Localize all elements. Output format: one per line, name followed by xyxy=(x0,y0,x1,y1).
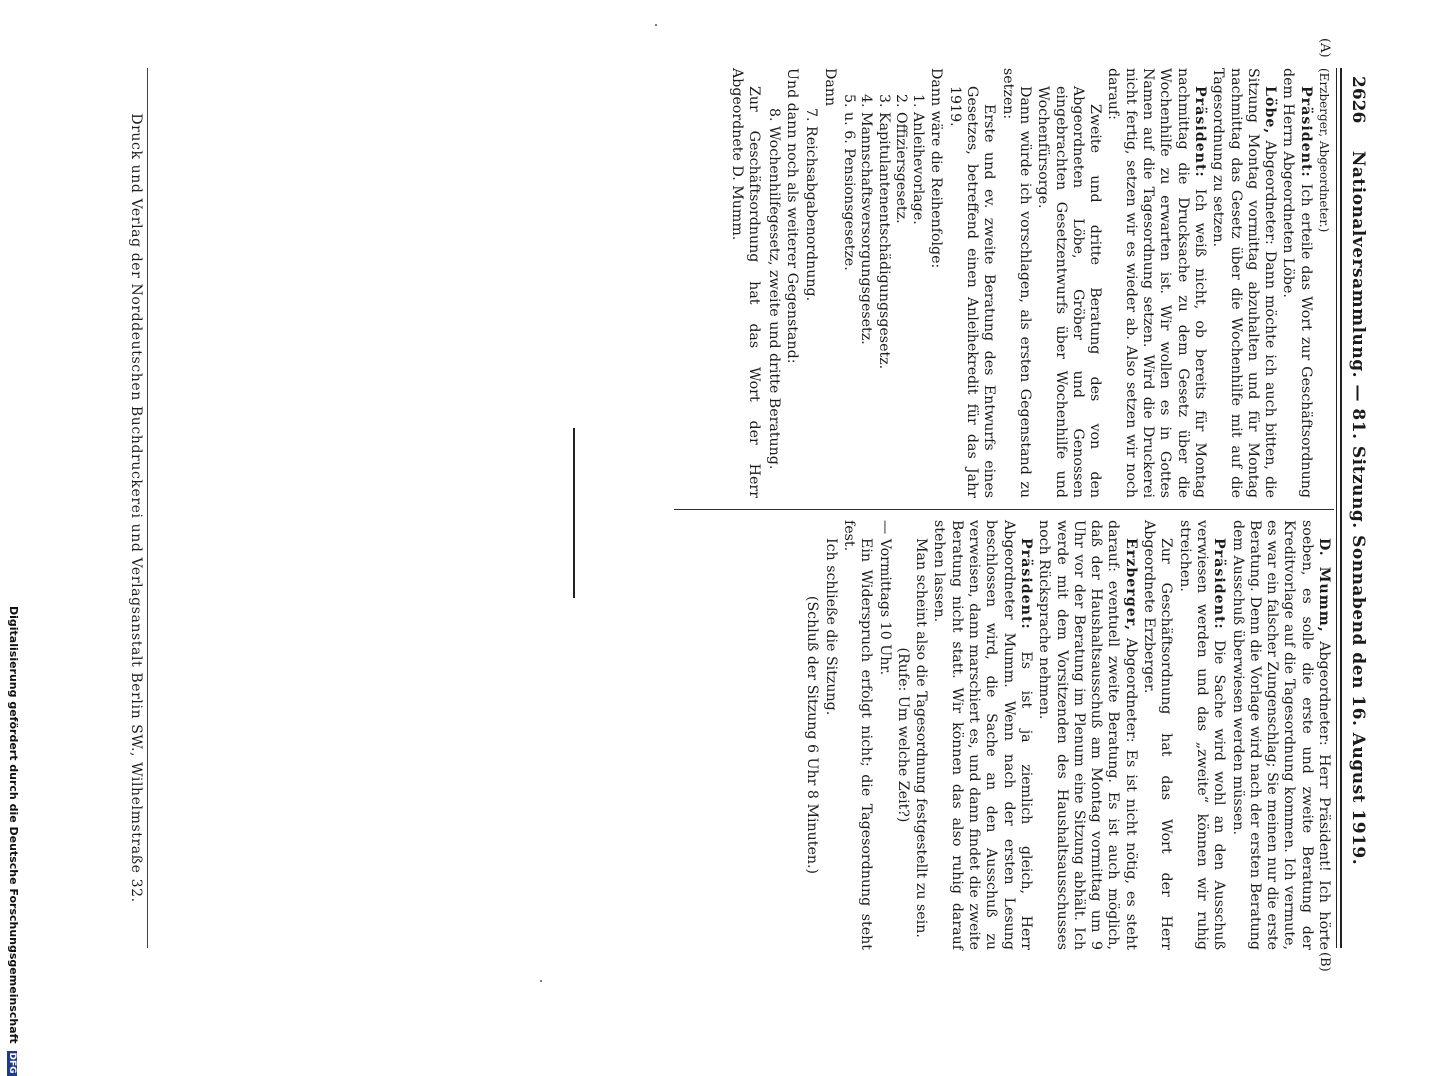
paragraph-text: Abgeordneter: Herr Präsident! Ich hörte soeben, es solle die erste und zweite Beratung der Kreditvorlage auf die Tagesordnung kommen. Ich vermute, es war ein falscher Zungenschlag; Sie meinen nur die erste Beratung. Denn die Vorlage wird nach der ersten Beratung dem Ausschuß überwiesen werden müssen. xyxy=(1229,520,1332,950)
paragraph xyxy=(1035,520,1139,950)
list-item: 5. u. 6. Pensionsgesetze. xyxy=(840,94,857,271)
dfg-logo: DFG xyxy=(7,1052,17,1074)
document-page xyxy=(80,38,1370,972)
list-item: 1. Anleihevorlage. xyxy=(910,94,927,225)
paragraph: Zur Geschäftsordnung hat das Wort der Herr Abgeordnete Erzberger. xyxy=(1141,520,1175,950)
digitization-note-text: Digitalisierung gefördert durch die Deutsche Forschungsgemeinschaft xyxy=(7,606,20,1044)
agenda-list xyxy=(840,68,926,498)
paragraph: Ein Widerspruch erfolgt nicht; die Tagesordnung steht fest. xyxy=(840,520,875,950)
paragraph xyxy=(1175,520,1227,950)
list-item: 4. Mannschaftsversorgungsgesetz. xyxy=(858,94,875,345)
list-item: 2. Offiziersgesetz. xyxy=(892,94,909,224)
speaker-name: Löbe, xyxy=(1262,86,1279,135)
paragraph-text: Abgeordneter: Dann möchte ich auch bitten, die Sitzung Montag vormittag abzuhalten und für Montag nachmittag das Gesetz über die Wochenhilfe mit auf die Tagesordnung zu setzen. xyxy=(1210,68,1279,498)
closing-note: (Schluß der Sitzung 6 Uhr 8 Minuten.) xyxy=(804,595,821,875)
right-column xyxy=(802,520,1332,950)
page-number: 2626 xyxy=(1348,76,1368,124)
margin-mark-a: (A) xyxy=(1317,38,1332,58)
digitization-note xyxy=(4,606,20,1074)
list-item: 7. Reichsabgabenordnung. xyxy=(803,108,820,302)
left-column xyxy=(727,68,1332,498)
interjection: (Rufe: Um welche Zeit?) xyxy=(894,647,911,823)
speaker-note: (Erzberger, Abgeordneter.) xyxy=(1317,68,1331,233)
speaker-name: Präsident: xyxy=(1191,86,1208,178)
paragraph: Ich schließe die Sitzung. xyxy=(822,538,839,716)
page-title: Nationalversammlung. — 81. Sitzung. Sonnabend den 16. August 1919. xyxy=(1348,150,1368,866)
paragraph: Dann wäre die Reihenfolge: xyxy=(928,68,945,269)
agenda-list xyxy=(765,68,782,498)
scan-speck xyxy=(540,980,542,982)
speaker-name: D. Mumm, xyxy=(1316,538,1332,633)
paragraph-text: Die Sache wird wohl an den Ausschuß verwiesen werden und das „zweite“ können wir ruhig streichen. xyxy=(1176,520,1228,950)
paragraph: Dann xyxy=(821,68,838,107)
page-header xyxy=(1344,68,1370,948)
agenda-item: Erste und ev. zweite Beratung des Entwurfs eines Gesetzes, betreffend einen Anleihekredit für das Jahr 1919. xyxy=(946,86,998,498)
footer-rule xyxy=(147,68,148,948)
list-item: 3. Kapitulantenentschädigungsgesetz. xyxy=(875,94,892,370)
paragraph: Und dann noch als weiterer Gegenstand: xyxy=(784,68,801,364)
paragraph xyxy=(1228,520,1332,950)
paragraph-text: Es ist ja ziemlich gleich, Herr Abgeordneter Mumm. Wenn nach der ersten Lesung beschlossen wird, die Sache an den Ausschuß zu verweisen, dann marschiert es, und dann findet die zweite Beratung nicht statt. Wir können das also ruhig darauf stehen lassen. xyxy=(931,520,1034,950)
speaker-name: Präsident: xyxy=(1017,538,1034,630)
margin-mark-b: (B) xyxy=(1317,952,1332,972)
paragraph: Zur Geschäftsordnung hat das Wort der Herr Abgeordnete D. Mumm. xyxy=(729,68,763,498)
paragraph xyxy=(1279,68,1314,498)
agenda-list xyxy=(802,68,819,498)
paragraph xyxy=(1209,68,1278,498)
paragraph-text: Abgeordneter: Es ist nicht nötig, es steht darauf: eventuell zweite Beratung. Es ist auch möglich, daß der Haushaltsausschuß am Montag vormittag um 9 Uhr vor der Beratung im Plenum eine Sitzung abhält. Ich werde mit dem Vorsitzenden des Haushaltsausschusses noch Rücksprache nehmen. xyxy=(1036,520,1139,950)
paragraph-text: Ich erteile das Wort zur Geschäftsordnung dem Herrn Abgeordneten Löbe. xyxy=(1280,68,1314,498)
paragraph: Man scheint also die Tagesordnung festgestellt zu sein. xyxy=(913,538,930,938)
end-rule xyxy=(573,428,575,598)
list-item: 8. Wochenhilfegesetz, zweite und dritte Beratung. xyxy=(765,108,782,470)
printer-imprint: Druck und Verlag der Norddeutschen Buchdruckerei und Verlagsanstalt Berlin SW., Wilhelmstraße 32. xyxy=(128,113,144,903)
speaker-name: Präsident: xyxy=(1211,538,1228,630)
agenda-item: Zweite und dritte Beratung des von den Abgeordneten Löbe, Gröber und Genossen eingebrachten Gesetzentwurfs über Wochenhilfe und Wochenfürsorge. xyxy=(1035,86,1104,498)
column-divider xyxy=(674,509,1334,510)
speaker-name: Präsident: xyxy=(1297,86,1314,178)
paragraph: Dann würde ich vorschlagen, als ersten Gegenstand zu setzen: xyxy=(999,68,1033,498)
paragraph-text: Ich weiß nicht, ob bereits für Montag nachmittag die Drucksache zu dem Gesetz über die Wochenhilfe zu erwarten ist. Wir wollen es in Gottes Namen auf die Tagesordnung setzen. Wird die Druckerei nicht fertig, setzen wir es wieder ab. Also setzen wir noch darauf: xyxy=(1105,68,1208,498)
speaker-name: Erzberger, xyxy=(1122,538,1139,632)
paragraph: — Vormittags 10 Uhr. xyxy=(876,520,893,676)
scan-speck xyxy=(655,24,657,26)
header-rule xyxy=(1336,68,1342,948)
paragraph xyxy=(1104,68,1208,498)
paragraph xyxy=(930,520,1034,950)
